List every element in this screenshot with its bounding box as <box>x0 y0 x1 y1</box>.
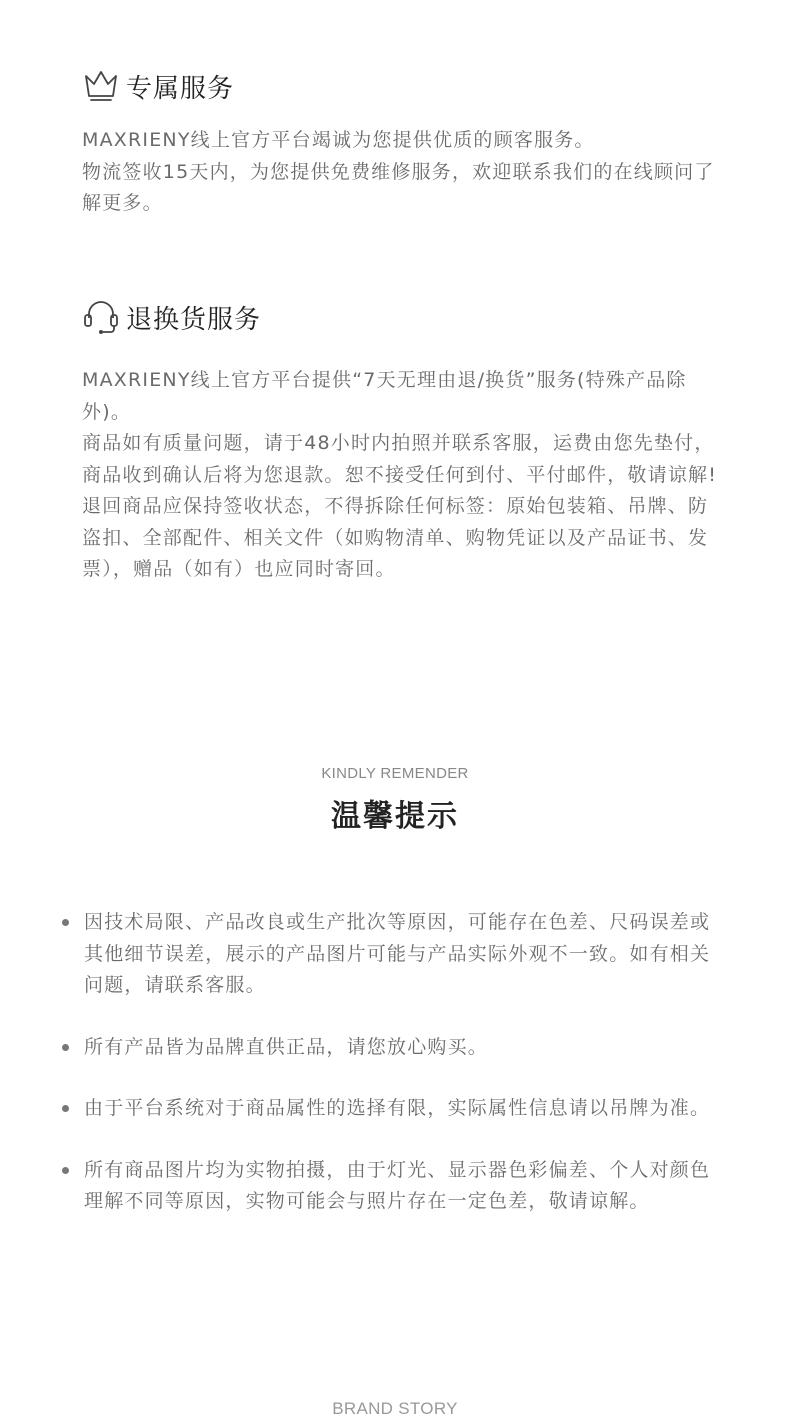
list-item <box>62 907 722 1002</box>
reminder-item-1: 因技术局限、产品改良或生产批次等原因，可能存在色差、尺码误差或其他细节误差，展示的产品图片可能与产品实际外观不一致。如有相关问题，请联系客服。 <box>84 911 711 996</box>
exclusive-service-section <box>82 66 722 220</box>
list-item <box>62 1155 722 1218</box>
reminder-item-4: 所有商品图片均为实物拍摄，由于灯光、显示器色彩偏差、个人对颜色理解不同等原因，实物可能会与照片存在一定色差，敬请谅解。 <box>84 1158 711 1212</box>
list-item <box>62 1032 722 1064</box>
service-text-1: MAXRIENY线上官方平台竭诚为您提供优质的顾客服务。 <box>82 129 595 151</box>
exclusive-service-title: 专属服务 <box>126 73 235 104</box>
return-text-3: 退回商品应保持签收状态，不得拆除任何标签：原始包装箱、吊牌、防盗扣、全部配件、相关文件（如购物清单、购物凭证以及产品证书、发票），赠品（如有）也应同时寄回。 <box>82 495 709 580</box>
list-item <box>62 1093 722 1125</box>
reminder-list <box>62 907 722 1218</box>
return-service-header <box>82 297 722 337</box>
service-text-2: 物流签收15天内，为您提供免费维修服务，欢迎联系我们的在线顾问了解更多。 <box>82 160 715 214</box>
return-service-title: 退换货服务 <box>126 304 262 335</box>
brand-story-label: BRAND STORY <box>332 1399 458 1418</box>
reminder-subtitle: KINDLY REMENDER <box>321 765 469 782</box>
crown-icon <box>82 67 120 105</box>
bullet-dot-icon <box>62 1167 69 1174</box>
exclusive-service-header <box>82 66 722 106</box>
return-text-2: 商品如有质量问题，请于48小时内拍照并联系客服，运费由您先垫付，商品收到确认后将为您退款。恕不接受任何到付、平付邮件，敬请谅解! <box>82 432 718 486</box>
bullet-dot-icon <box>62 1105 69 1112</box>
headset-icon <box>82 298 120 336</box>
reminder-item-2: 所有产品皆为品牌直供正品，请您放心购买。 <box>84 1035 489 1058</box>
bullet-dot-icon <box>62 1044 69 1051</box>
return-service-section <box>82 297 722 586</box>
reminder-item-3: 由于平台系统对于商品属性的选择有限，实际属性信息请以吊牌为准。 <box>84 1097 711 1119</box>
bullet-dot-icon <box>62 919 69 926</box>
reminder-title: 温馨提示 <box>331 799 459 834</box>
return-text-1: MAXRIENY线上官方平台提供“7天无理由退/换货”服务(特殊产品除外)。 <box>82 369 687 423</box>
